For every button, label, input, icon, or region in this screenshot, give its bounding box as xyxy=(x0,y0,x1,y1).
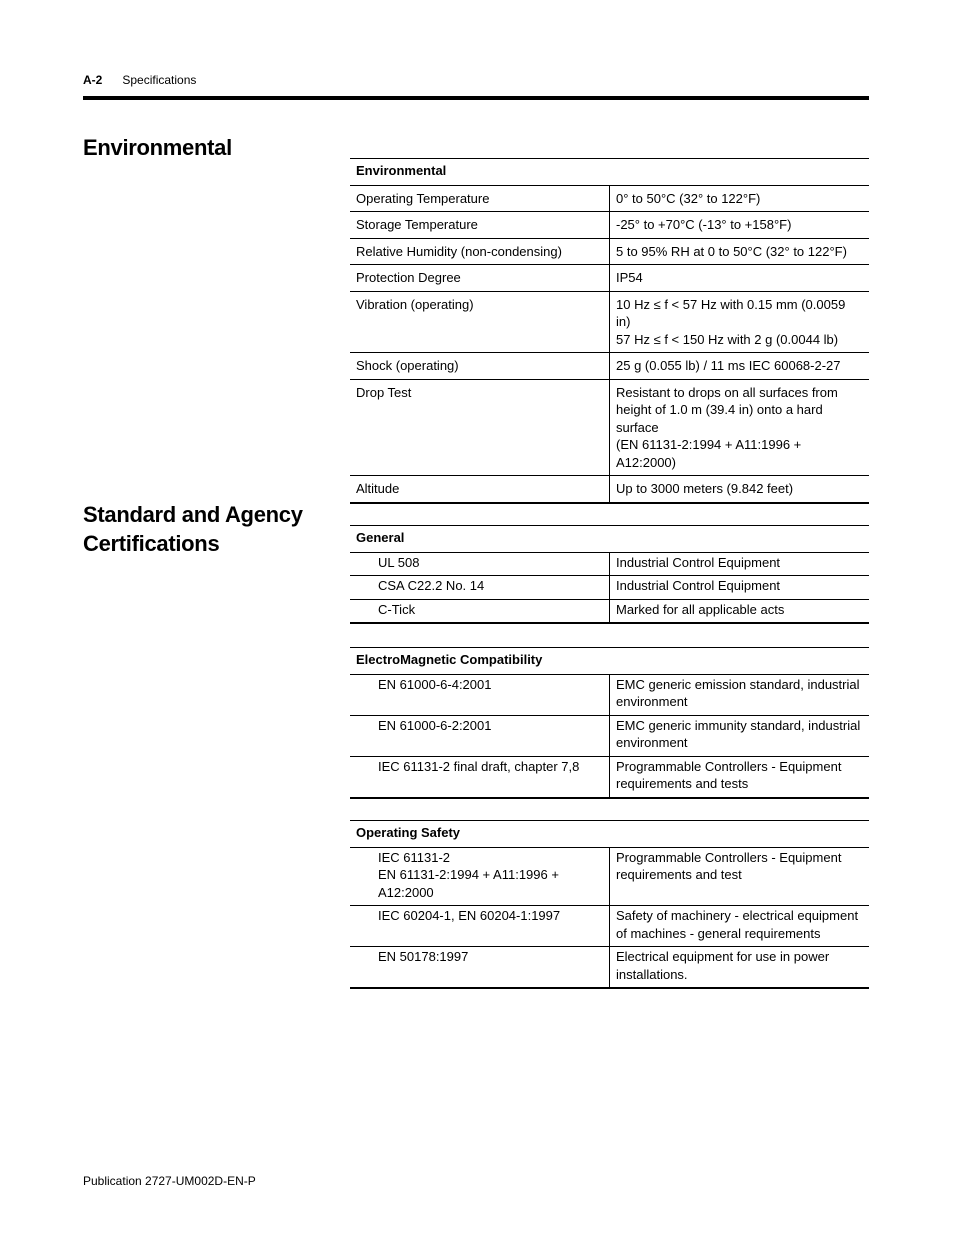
standard-value-line: requirements and test xyxy=(616,867,742,882)
table-row xyxy=(350,947,869,989)
standard-value xyxy=(610,756,870,798)
standard-value xyxy=(610,674,870,715)
table-title: Operating Safety xyxy=(350,821,869,848)
standard-value xyxy=(610,847,870,906)
spec-value-line: (EN 61131-2:1994 + A11:1996 + A12:2000) xyxy=(616,437,802,470)
standard-value-line: EMC generic immunity standard, industrial xyxy=(616,717,861,733)
table-row xyxy=(350,576,869,600)
standard-label: EN 61000-6-2:2001 xyxy=(350,715,610,756)
spec-label: Shock (operating) xyxy=(350,353,610,380)
standard-value-line: environment xyxy=(616,735,688,750)
standard-label: EN 50178:1997 xyxy=(350,947,610,989)
table-row xyxy=(350,353,869,380)
page-number: A-2 xyxy=(83,73,103,87)
standard-value-line: of machines - general requirements xyxy=(616,925,821,941)
table-row xyxy=(350,715,869,756)
section-name: Specifications xyxy=(122,73,197,87)
standard-label-line: IEC 61131-2 xyxy=(378,849,451,865)
standard-value xyxy=(610,906,870,947)
standard-label: IEC 61131-2 final draft, chapter 7,8 xyxy=(350,756,610,798)
general-table xyxy=(350,525,869,624)
standard-value-line: Electrical equipment for use in power xyxy=(616,949,830,964)
spec-value: 5 to 95% RH at 0 to 50°C (32° to 122°F) xyxy=(610,238,870,265)
spec-value-line: 57 Hz ≤ f < 150 Hz with 2 g (0.0044 lb) xyxy=(616,331,839,347)
spec-label: Operating Temperature xyxy=(350,185,610,212)
table-row xyxy=(350,476,869,503)
table-title: Environmental xyxy=(350,159,869,186)
standard-value-line: Programmable Controllers - Equipment xyxy=(616,849,842,865)
table-title: General xyxy=(350,526,869,553)
standard-value xyxy=(610,715,870,756)
standard-label xyxy=(350,847,610,906)
certifications-heading xyxy=(83,500,303,558)
table-row xyxy=(350,291,869,353)
spec-label: Protection Degree xyxy=(350,265,610,292)
environmental-heading: Environmental xyxy=(83,135,232,160)
spec-value-line: Resistant to drops on all surfaces from xyxy=(616,384,838,400)
spec-value xyxy=(610,379,870,476)
standard-label-line: A12:2000 xyxy=(378,884,434,900)
spec-value: 25 g (0.055 lb) / 11 ms IEC 60068-2-27 xyxy=(610,353,870,380)
standard-value-line: EMC generic emission standard, industrial xyxy=(616,676,860,692)
standard-value-line: environment xyxy=(616,694,688,709)
spec-value: IP54 xyxy=(610,265,870,292)
heading-line: Standard and Agency xyxy=(83,502,303,527)
standard-label: CSA C22.2 No. 14 xyxy=(350,576,610,600)
table-row xyxy=(350,552,869,576)
standard-value xyxy=(610,947,870,989)
publication-footer: Publication 2727-UM002D-EN-P xyxy=(83,1174,256,1188)
spec-value: Up to 3000 meters (9.842 feet) xyxy=(610,476,870,503)
spec-label: Relative Humidity (non-condensing) xyxy=(350,238,610,265)
standard-label: UL 508 xyxy=(350,552,610,576)
standard-value-line: Safety of machinery - electrical equipment xyxy=(616,908,859,923)
table-title: ElectroMagnetic Compatibility xyxy=(350,648,869,675)
emc-table xyxy=(350,647,869,799)
table-row xyxy=(350,238,869,265)
standard-label: EN 61000-6-4:2001 xyxy=(350,674,610,715)
table-row xyxy=(350,847,869,906)
table-row xyxy=(350,756,869,798)
standard-value: Industrial Control Equipment xyxy=(610,552,870,576)
table-row xyxy=(350,674,869,715)
spec-label: Altitude xyxy=(350,476,610,503)
page-header xyxy=(83,73,196,87)
spec-label: Storage Temperature xyxy=(350,212,610,239)
standard-value-line: installations. xyxy=(616,966,688,982)
heading-line: Certifications xyxy=(83,531,220,556)
standard-label: C-Tick xyxy=(350,599,610,623)
standard-value-line: requirements and tests xyxy=(616,776,749,791)
table-row xyxy=(350,212,869,239)
spec-value-line: height of 1.0 m (39.4 in) onto a hard surface xyxy=(616,402,823,435)
standard-label: IEC 60204-1, EN 60204-1:1997 xyxy=(350,906,610,947)
spec-label: Drop Test xyxy=(350,379,610,476)
table-row xyxy=(350,379,869,476)
header-rule xyxy=(83,96,869,100)
spec-value: 0° to 50°C (32° to 122°F) xyxy=(610,185,870,212)
table-row xyxy=(350,185,869,212)
spec-value: -25° to +70°C (-13° to +158°F) xyxy=(610,212,870,239)
operating-safety-table xyxy=(350,820,869,989)
standard-value: Marked for all applicable acts xyxy=(610,599,870,623)
spec-label: Vibration (operating) xyxy=(350,291,610,353)
standard-value-line: Programmable Controllers - Equipment xyxy=(616,758,842,774)
environmental-table xyxy=(350,158,869,504)
table-row xyxy=(350,599,869,623)
spec-value xyxy=(610,291,870,353)
standard-label-line: EN 61131-2:1994 + A11:1996 + xyxy=(378,867,559,882)
spec-value-line: 10 Hz ≤ f < 57 Hz with 0.15 mm (0.0059 in) xyxy=(616,296,846,329)
table-row xyxy=(350,265,869,292)
standard-value: Industrial Control Equipment xyxy=(610,576,870,600)
table-row xyxy=(350,906,869,947)
